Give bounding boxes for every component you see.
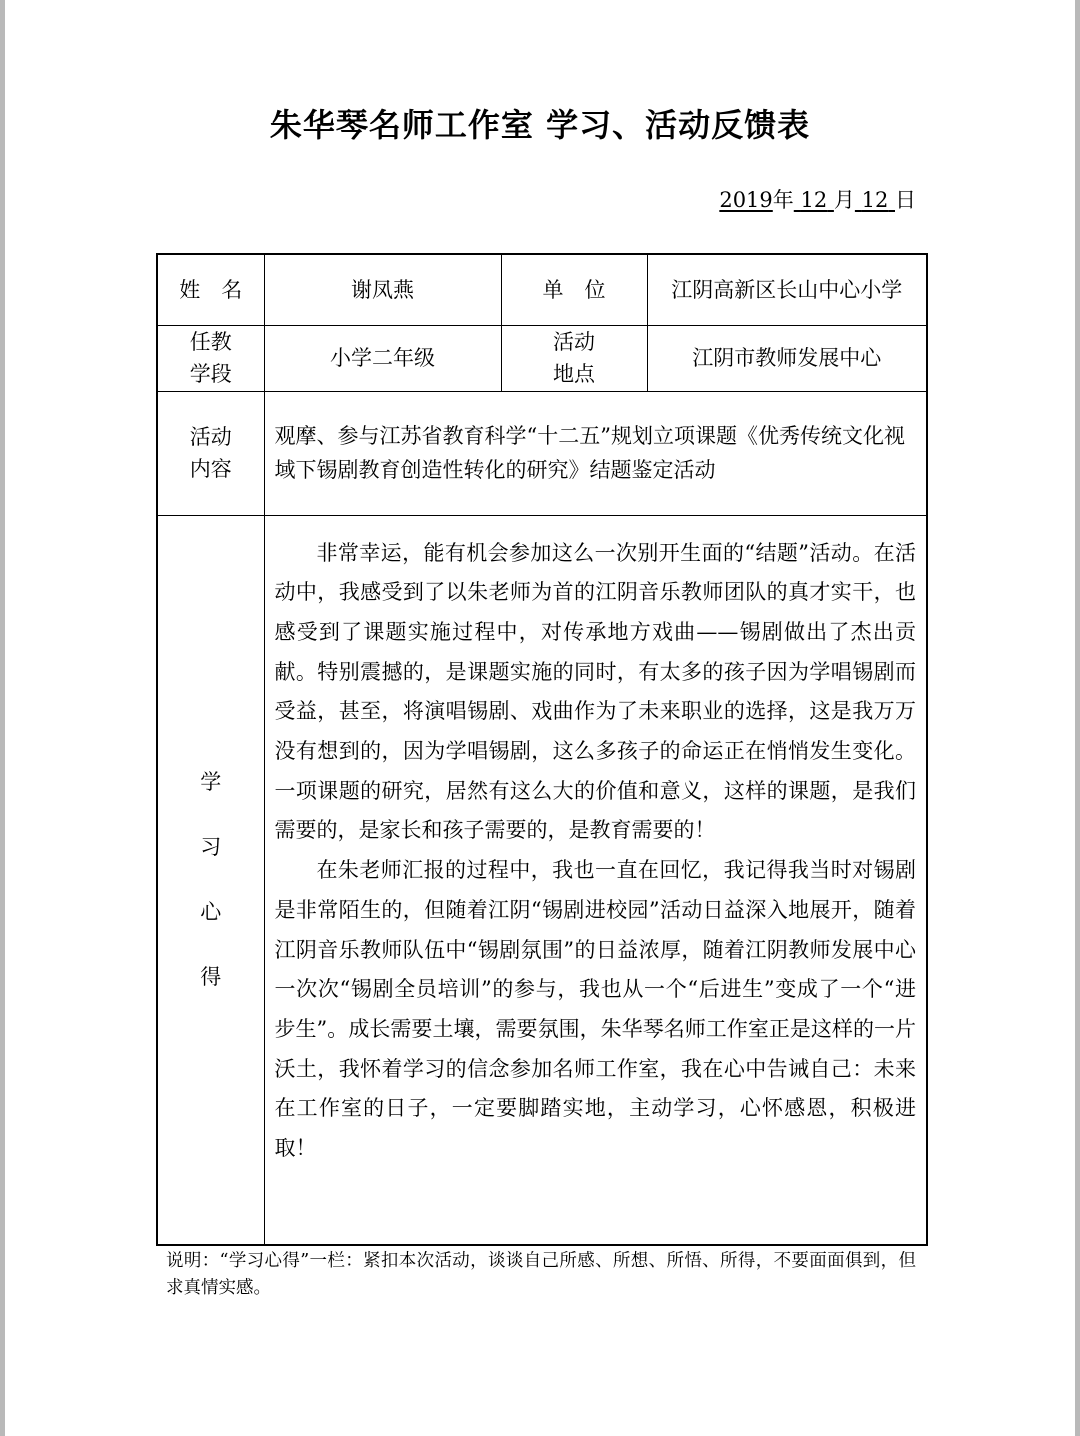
row-content — [157, 391, 927, 515]
page-edge-right — [1075, 0, 1080, 1436]
reflection-text — [264, 515, 927, 1245]
row-name-unit — [157, 254, 927, 325]
row-reflection — [157, 515, 927, 1245]
reflection-paragraph: 非常幸运，能有机会参加这么一次别开生面的“结题”活动。在活动中，我感受到了以朱老师为首的江阴音乐教师团队的真才实干，也感受到了课题实施过程中，对传承地方戏曲——锡剧做出了杰出贡献。特别震撼的，是课题实施的同时，有太多的孩子因为学唱锡剧而受益，甚至，将演唱锡剧、戏曲作为了未来职业的选择，这是我万万没有想到的，因为学唱锡剧，这么多孩子的命运正在悄悄发生变化。一项课题的研究，居然有这么大的价值和意义，这样的课题，是我们需要的，是家长和孩子需要的，是教育需要的！ — [274, 540, 916, 843]
date-month: 12 — [800, 188, 828, 212]
row-grade-place — [157, 325, 927, 391]
feedback-form-table — [156, 253, 928, 1246]
date-year-suffix: 年 — [772, 188, 794, 212]
place-value: 江阴市教师发展中心 — [647, 325, 927, 391]
reflection-label: 学 习 心 得 — [157, 515, 264, 1245]
date-day-suffix: 日 — [895, 188, 916, 212]
place-label: 活动 地点 — [501, 325, 647, 391]
date-day: 12 — [861, 188, 889, 212]
grade-label: 任教 学段 — [157, 325, 264, 391]
name-label: 姓 名 — [157, 254, 264, 325]
date-month-suffix: 月 — [833, 188, 855, 212]
unit-label: 单 位 — [501, 254, 647, 325]
content-value: 观摩、参与江苏省教育科学“十二五”规划立项课题《优秀传统文化视域下锡剧教育创造性转化的研究》结题鉴定活动 — [264, 391, 927, 515]
form-note: 说明：“学习心得”一栏：紧扣本次活动，谈谈自己所感、所想、所悟、所得，不要面面俱到，但求真情实感。 — [166, 1251, 916, 1298]
name-value: 谢凤燕 — [264, 254, 501, 325]
unit-value: 江阴高新区长山中心小学 — [647, 254, 927, 325]
document-title: 朱华琴名师工作室 学习、活动反馈表 — [269, 106, 811, 144]
reflection-paragraph: 在朱老师汇报的过程中，我也一直在回忆，我记得我当时对锡剧是非常陌生的，但随着江阴“锡剧进校园”活动日益深入地展开，随着江阴音乐教师队伍中“锡剧氛围”的日益浓厚，随着江阴教师发展中心一次次“锡剧全员培训”的参与，我也从一个“后进生”变成了一个“进步生”。成长需要土壤，需要氛围，朱华琴名师工作室正是这样的一片沃土，我怀着学习的信念参加名师工作室，我在心中告诫自己：未来在工作室的日子，一定要脚踏实地，主动学习，心怀感恩，积极进取！ — [274, 858, 916, 1161]
page-edge-left — [0, 0, 5, 1436]
date-year: 2019 — [719, 188, 773, 212]
date-line — [719, 184, 916, 214]
content-label: 活动 内容 — [157, 391, 264, 515]
grade-value: 小学二年级 — [264, 325, 501, 391]
